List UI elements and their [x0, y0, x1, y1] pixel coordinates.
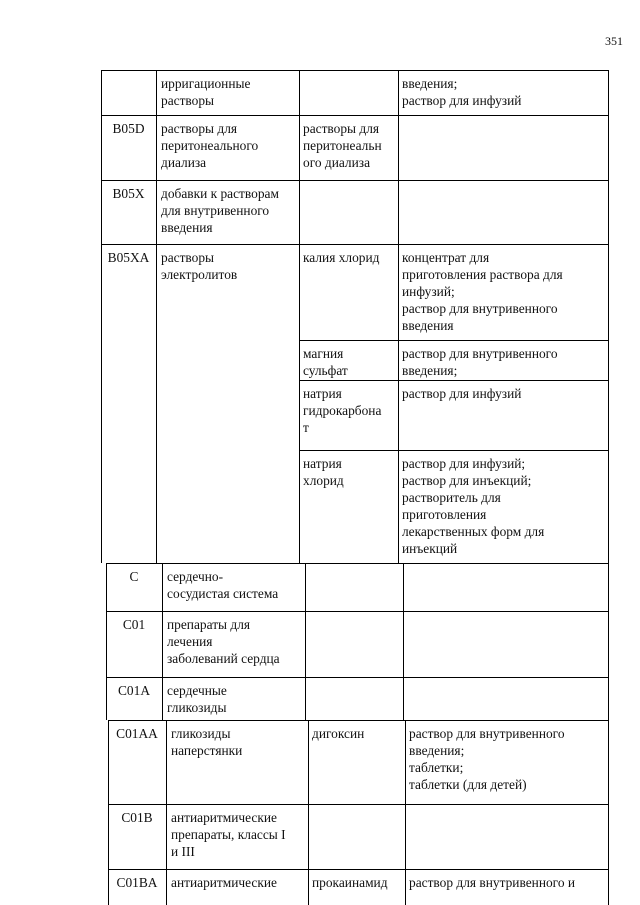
dosage-form-cell: введения; раствор для инфузий: [402, 76, 522, 108]
table-column-border: [166, 720, 167, 804]
table-row-border: [101, 115, 608, 116]
table-column-border: [101, 450, 102, 563]
table-row-border: [101, 70, 608, 71]
table-column-border: [398, 70, 399, 115]
table-column-border: [166, 804, 167, 869]
inn-cell: прокаинамид: [312, 875, 388, 890]
table-column-border: [398, 340, 399, 380]
table-column-border: [156, 115, 157, 180]
inn-cell: натрия гидрокарбона т: [303, 386, 382, 435]
table-column-border: [101, 340, 102, 380]
table-column-border: [156, 340, 157, 380]
atc-group-cell: растворы электролитов: [161, 250, 238, 282]
table-column-border: [156, 244, 157, 340]
dosage-form-cell: раствор для внутривенного введения;: [402, 346, 558, 378]
table-column-border: [308, 869, 309, 905]
atc-group-cell: антиаритмические препараты, классы I и III: [171, 810, 286, 859]
table-column-border: [608, 869, 609, 905]
atc-code-cell: C01A: [118, 683, 150, 698]
table-column-border: [608, 611, 609, 677]
table-column-border: [608, 720, 609, 804]
inn-cell: калия хлорид: [303, 250, 380, 265]
dosage-form-cell: концентрат для приготовления раствора для инфузий; раствор для внутривенного введения: [402, 250, 563, 333]
table-column-border: [608, 804, 609, 869]
dosage-form-cell: раствор для инфузий: [402, 386, 522, 401]
atc-code-cell: B05D: [112, 121, 145, 136]
table-column-border: [398, 244, 399, 340]
table-column-border: [305, 677, 306, 720]
atc-code-cell: C01B: [121, 810, 153, 825]
table-column-border: [101, 70, 102, 115]
table-row-border: [108, 720, 608, 721]
atc-code-cell: C01AA: [116, 726, 158, 741]
table-column-border: [162, 611, 163, 677]
table-column-border: [608, 380, 609, 450]
table-column-border: [398, 115, 399, 180]
table-column-border: [398, 180, 399, 244]
atc-group-cell: сердечные гликозиды: [167, 683, 227, 715]
table-column-border: [166, 869, 167, 905]
atc-group-cell: растворы для перитонеального диализа: [161, 121, 259, 170]
table-row-border: [108, 804, 608, 805]
table-column-border: [299, 244, 300, 340]
table-column-border: [608, 115, 609, 180]
table-column-border: [299, 340, 300, 380]
table-row-border: [299, 380, 608, 381]
table-row-border: [299, 340, 608, 341]
table-column-border: [403, 677, 404, 720]
table-column-border: [156, 380, 157, 450]
table-column-border: [162, 677, 163, 720]
inn-cell: растворы для перитонеальн ого диализа: [303, 121, 382, 170]
atc-code-cell: C01BA: [116, 875, 158, 890]
table-column-border: [608, 677, 609, 720]
table-column-border: [156, 70, 157, 115]
table-column-border: [299, 115, 300, 180]
inn-cell: магния сульфат: [303, 346, 348, 378]
table-column-border: [156, 450, 157, 563]
atc-group-cell: сердечно- сосудистая система: [167, 569, 279, 601]
table-column-border: [305, 563, 306, 611]
inn-cell: натрия хлорид: [303, 456, 344, 488]
table-column-border: [398, 380, 399, 450]
atc-group-cell: препараты для лечения заболеваний сердца: [167, 617, 280, 666]
table-column-border: [308, 720, 309, 804]
table-column-border: [162, 563, 163, 611]
atc-group-cell: добавки к растворам для внутривенного введения: [161, 186, 279, 235]
table-column-border: [608, 244, 609, 340]
table-column-border: [608, 450, 609, 563]
table-row-border: [299, 450, 608, 451]
table-row-border: [108, 869, 608, 870]
atc-group-cell: ирригационные растворы: [161, 76, 251, 108]
dosage-form-cell: раствор для внутривенного введения; таблетки; таблетки (для детей): [409, 726, 565, 792]
table-column-border: [608, 70, 609, 115]
table-column-border: [608, 563, 609, 611]
table-row-border: [106, 563, 608, 564]
table-row-border: [101, 180, 608, 181]
dosage-form-cell: раствор для внутривенного и: [409, 875, 576, 890]
table-column-border: [405, 720, 406, 804]
atc-code-cell: C: [129, 569, 139, 584]
table-column-border: [608, 340, 609, 380]
table-column-border: [299, 380, 300, 450]
table-column-border: [299, 450, 300, 563]
table-column-border: [299, 180, 300, 244]
atc-group-cell: гликозиды наперстянки: [171, 726, 243, 758]
table-column-border: [403, 563, 404, 611]
table-column-border: [156, 180, 157, 244]
atc-code-cell: B05XA: [107, 250, 150, 265]
table-row-border: [106, 677, 608, 678]
table-row-border: [101, 244, 608, 245]
table-column-border: [299, 70, 300, 115]
table-row-border: [106, 611, 608, 612]
table-column-border: [405, 869, 406, 905]
table-column-border: [405, 804, 406, 869]
table-column-border: [305, 611, 306, 677]
atc-code-cell: B05X: [112, 186, 145, 201]
inn-cell: дигоксин: [312, 726, 365, 741]
table-column-border: [608, 180, 609, 244]
atc-group-cell: антиаритмические: [171, 875, 277, 890]
table-column-border: [398, 450, 399, 563]
table-column-border: [308, 804, 309, 869]
dosage-form-cell: раствор для инфузий; раствор для инъекций; растворитель для приготовления лекарственных форм для инъекций: [402, 456, 545, 556]
page-number: 351: [605, 34, 623, 48]
table-column-border: [403, 611, 404, 677]
table-column-border: [101, 380, 102, 450]
atc-code-cell: C01: [122, 617, 146, 632]
